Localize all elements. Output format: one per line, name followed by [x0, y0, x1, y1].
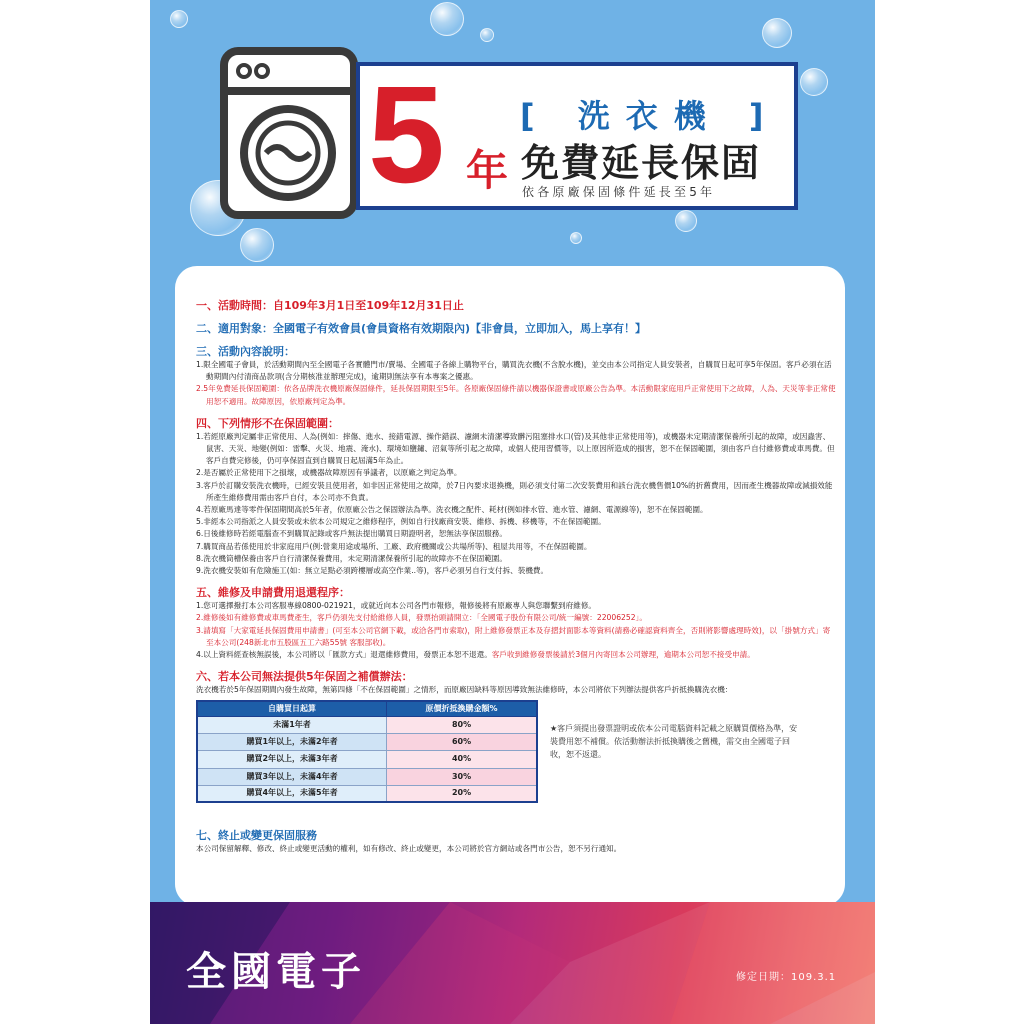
section-3-item: 1.限全國電子會員，於活動期間內至全國電子各實體門市/賣場、全國電子各線上購物平台，購買洗衣機(不含脫水機)，並交由本公司指定人員安裝者，自購買日起可享5年保固。客戶必須在活動期間內付清商品款項(含分期核准並辦理完成)，逾期則無法享有本專案之優惠。: [196, 360, 832, 382]
terms-content: [196, 298, 836, 856]
section-2-heading-main: 二、適用對象：全國電子有效會員(會員資格有效期限內): [196, 322, 471, 335]
compensation-area: [196, 700, 836, 820]
table-cell-period: 購買2年以上，未滿3年者: [197, 751, 387, 768]
table-header-row: [197, 701, 537, 716]
table-cell-period: 購買1年以上，未滿2年者: [197, 734, 387, 751]
campaign-title: 免費延長保固: [521, 141, 762, 185]
section-4-item: 5.非經本公司指派之人員安裝或未依本公司規定之維修程序，例如自行找廠商安裝、維修、拆機、移機等，不在保固範圍。: [196, 517, 606, 527]
compensation-table: [196, 700, 538, 803]
table-row: [197, 768, 537, 785]
table-cell-rate: 30%: [387, 768, 537, 785]
section-4-item: 6.日後維修時若經電腦查不到購買記錄或客戶無法提出購買日期證明者，恕無法享保固服務。: [196, 529, 507, 539]
table-row: [197, 716, 537, 733]
section-1-heading: 一、活動時間：自109年3月1日至109年12月31日止: [196, 299, 464, 312]
big-number-five: 5: [368, 58, 441, 212]
bubble-decoration: [240, 228, 274, 262]
section-5-item-text: 4.以上資料經查核無誤後，本公司將以「匯款方式」退還維修費用，發票正本恕不退還。: [196, 650, 492, 660]
table-header: 自購買日起算: [197, 701, 387, 716]
section-2-heading: [196, 321, 836, 336]
table-cell-period: 購買4年以上，未滿5年者: [197, 785, 387, 802]
section-2-heading-cta: 【非會員，立即加入，馬上享有！】: [470, 322, 647, 335]
section-5-item: [196, 649, 836, 661]
section-5-item: 2.維修後如有維修費或車馬費產生，客戶仍須先支付給維修人員，發票抬頭請開立：「全國電子股份有限公司/統一編號：22006252」。: [196, 613, 647, 623]
bubble-decoration: [570, 232, 582, 244]
product-title: [ 洗衣機 ]: [520, 97, 780, 135]
table-row: [197, 785, 537, 802]
section-7-paragraph: 本公司保留解釋、修改、終止或變更活動的權利，如有修改、終止或變更，本公司將於官方網站或各門市公告，恕不另行通知。: [196, 844, 622, 854]
section-3-heading: 三、活動內容說明：: [196, 345, 295, 358]
section-5-item-warning: 客戶收到維修發票後請於3個月內寄回本公司辦理，逾期本公司恕不接受申請。: [491, 650, 755, 660]
section-4-item: 2.是否屬於正常使用下之損壞，或機器故障原因有爭議者，以原廠之判定為準。: [196, 468, 462, 478]
table-cell-period: 購買3年以上，未滿4年者: [197, 768, 387, 785]
table-row: [197, 751, 537, 768]
bubble-decoration: [430, 2, 464, 36]
table-note: ★客戶須提出發票證明或依本公司電腦資料記載之原購買價格為準，安裝費用恕不補償。依活動辦法折抵換購後之舊機，需交由全國電子回收，恕不返還。: [550, 724, 798, 760]
section-6-paragraph: 洗衣機若於5年保固期間內發生故障，無第四條「不在保固範圍」之情形，而原廠因缺料等原因導致無法維修時，本公司將依下列辦法提供客戶折抵換購洗衣機：: [196, 685, 733, 695]
section-5-heading: 五、維修及申請費用退還程序：: [196, 586, 350, 600]
table-cell-rate: 60%: [387, 734, 537, 751]
bubble-decoration: [762, 18, 792, 48]
section-3-item: 2.5年免費延長保固範圍：依各品牌洗衣機原廠保固條件，延長保固期限至5年。各原廠保固條件請以機器保證書或原廠公告為準。本活動限家庭用戶正常使用下之故障，人為、天災等非正常使用恕不適用。故障原因，依原廠判定為準。: [196, 384, 836, 406]
bubble-decoration: [480, 28, 494, 42]
section-5-item: 1.您可選擇撥打本公司客服專線0800-021921，或就近向本公司各門市報修，報修後將有原廠專人與您聯繫到府維修。: [196, 601, 597, 611]
section-6-heading: 六、若本公司無法提供5年保固之補償辦法：: [196, 670, 413, 684]
bubble-decoration: [675, 210, 697, 232]
table-cell-period: 未滿1年者: [197, 716, 387, 733]
bubble-decoration: [170, 10, 188, 28]
section-7-heading: 七、終止或變更保固服務: [196, 829, 317, 843]
bubble-decoration: [800, 68, 828, 96]
section-5-item: 3.請填寫「大家電延長保固費用申請書」(可至本公司官網下載，或洽各門市索取)，附上維修發票正本及存摺封面影本等資料(請務必確認資料齊全，否則將影響處理時效)，以「掛號方式」寄至本公司(248新北市五股區五工六路55號 客服部收)。: [196, 625, 831, 647]
section-4-item: 7.購買商品若係使用於非家庭用戶(例:營業用途或場所、工廠、政府機關或公共場所等)、租屋共用等，不在保固範圍。: [196, 541, 592, 551]
table-row: [197, 734, 537, 751]
washing-machine-icon: [218, 45, 360, 221]
table-cell-rate: 20%: [387, 785, 537, 802]
table-header: 原價折抵換購金額%: [387, 701, 537, 716]
revision-date: 修定日期：109.3.1: [736, 972, 837, 983]
year-character: 年: [466, 146, 509, 195]
brand-logo: 全國電子: [186, 949, 366, 995]
section-4-item: 9.洗衣機安裝如有危險施工(如：無立足點必須跨樓層或高空作業..等)，客戶必須另自行支付拆、裝機費。: [196, 566, 549, 576]
section-4-item: 3.客戶於訂購安裝洗衣機時，已經安裝且使用者，如非因正常使用之故障，於7日內要求退換機，則必須支付第二次安裝費用和該台洗衣機售價10%的折舊費用，因而產生機器故障或減損效能所產生維修費用需由客戶自付，本公司亦不負責。: [196, 480, 833, 502]
campaign-subtitle: 依各原廠保固條件延長至5年: [522, 185, 716, 199]
section-4-heading: 四、下列情形不在保固範圍：: [196, 416, 339, 430]
section-4-item: 4.若原廠馬達等零件保固期間高於5年者，依原廠公告之保固辦法為準。洗衣機之配件、耗材(例如排水管、進水管、濾網、電源線等)，恕不在保固範圍。: [196, 505, 708, 515]
table-cell-rate: 40%: [387, 751, 537, 768]
section-4-item: 1.若經原廠判定屬非正常使用、人為(例如：摔傷、進水、接錯電源、操作錯誤、濾網未清潔導致髒污阻塞排水口(管)及其他非正常使用等)，或機器未定期清潔保養所引起的故障，或因蟲害、鼠害、天災、地變(例如：雷擊、火災、地震、淹水)、環境如鹽鏽、沼氣等所引起之故障，或個人使用習慣等，以上原因所造成的損害，恕不在保固範圍，須由客戶自付維修費或車馬費。但客戶自費完修後，仍可享保固直到自購買日起屆滿5年為止。: [196, 431, 835, 466]
table-cell-rate: 80%: [387, 716, 537, 733]
section-4-item: 8.洗衣機筒槽保養由客戶自行清潔保養費用，未定期清潔保養所引起的故障亦不在保固範圍。: [196, 553, 507, 563]
